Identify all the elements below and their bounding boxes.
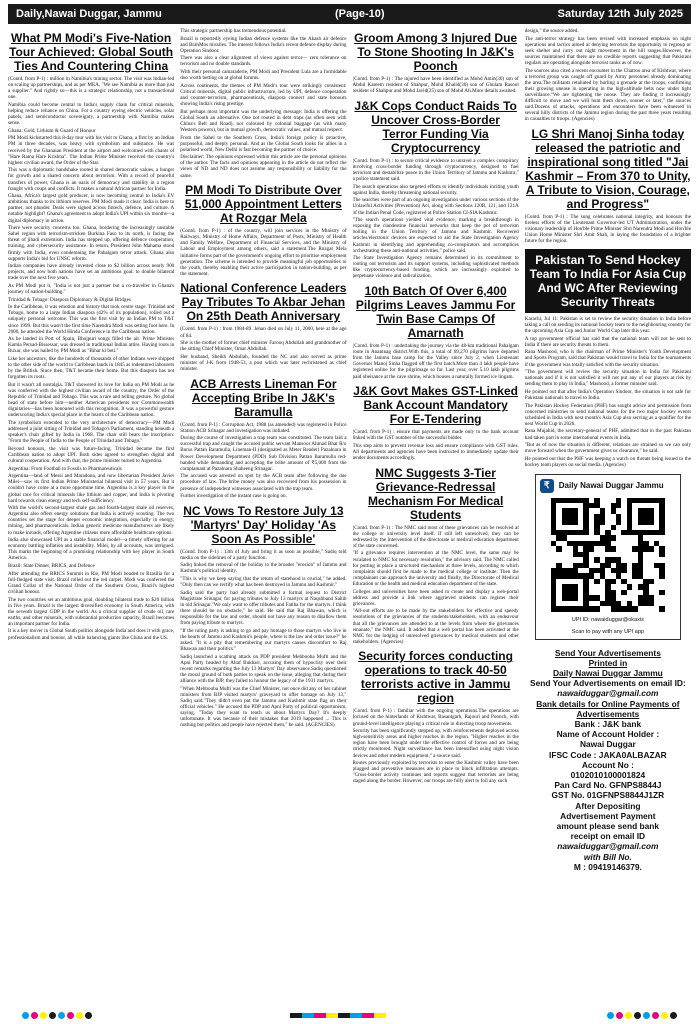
article-paragraph: (Contd. from P-1) : The injured have been identified as Mohd Amin(30) son of Abdul Kareem resident of Shahpur, Mohd Khalid(30) son of Ghulam Rasool resident of Shahpur and Mohd Javid(25) son of Mohd Ali.More details awaited. — [352, 76, 519, 95]
registration-dot — [22, 1012, 29, 1019]
article-paragraph: Sadiq launched a scathing attack on PDP president Mehbooba Mufti and the Apni Party headed by Altaf Bukhari, accusing them of hypocrisy over their recent remarks regarding the July 13 Martyrs' Day observance.Sadiq questioned the moral ground of both parties to speak on the issue, alleging that during their alliance with the BJP, they failed to honour the legacy of the 1931 martyrs. — [180, 653, 347, 685]
article-paragraph: "But as of now the situation is different, relations are strained so we can only move forward when the government gives us clearance," he said. — [524, 442, 691, 455]
registration-dot — [31, 1012, 38, 1019]
color-bar-swatch — [314, 1013, 326, 1018]
article-paragraph: PM Modi kickstarted this 8-day tour with his visit to Ghana, a first by an Indian PM in three decades, was heavy with symbolism and substance. He was received by the Ghanaian President at the airport and welcomed with chants of "Hare Rama Hare Krishna". The Indian Prime Minister received the country's highest civilian award, the Order of the Star. — [8, 135, 175, 166]
article-paragraph: He pointed out that the PHF was keeping a watch on threats being issued to the hockey team players on social media. (Agencies) — [524, 455, 691, 468]
upi-logo-icon: ₹ — [540, 479, 554, 493]
article-paragraph: A top government official has said that the national team will not be sent to India if there are security threats to them. — [524, 335, 691, 348]
article-paragraph: Sadiq linked the removal of the holiday to the broader "erosion" of Jammu and Kashmir's political identity. — [180, 562, 347, 575]
article-paragraph: After attending the BRICS Summit in Rio, PM Modi headed to Brasilia for a full-fledged state visit. Brazil rolled out the red carpet. Modi was conferred the Grand Collar of the National Order of the Southern Cross, Brazil's highest civilian honour. — [8, 570, 175, 595]
ad-line: Bank : J&K bank — [574, 718, 642, 729]
ad-line: Name of Account Holder : — [556, 729, 660, 740]
article-paragraph: Brazil: State Dinner, BRICS, and Defence — [8, 563, 95, 570]
ad-line: IFSC Code : JAKA0ALBAZAR — [549, 749, 667, 760]
column-3 — [353, 28, 519, 1010]
column-4 — [525, 28, 691, 1010]
ad-line: Send Your Advertisements — [554, 647, 661, 658]
article-paragraph: Routes previously exploited by terrorists to enter the Kashmir valley have been plugged and preventive measures are in place to block infiltration attempts. "Cross-border activity continues and reports suggest that terrorists are being staged along the border. However, our troops are fully alert to foil any such — [352, 760, 519, 785]
column-2 — [180, 28, 346, 1010]
article-paragraph: "If the ruling party is asking to go and pay homage to those martyrs who live in the hearts of Jammu and Kashmir's people, where is the law and order issue?" he asked. "It is a pity that remembering our martyrs causes discomfort to Raj Bhawan and their politics." — [180, 627, 347, 653]
ad-line: Bank details for Online Payments of Advertisements — [536, 698, 680, 719]
page-header — [8, 4, 691, 24]
ad-line: Printed in — [588, 657, 628, 668]
article-paragraph: Rana Mujahid, the secretary-general of PHF, admitted that in the past Pakistan had taken part in some international events in India. — [524, 428, 691, 441]
article-paragraph: (Contd. from P-1) : familiar with the ongoing operations.The operations are focused on the hinterlands of Kishtwar, Basantgarh, Rajouri and Poonch, with ground-level intelligence playing a critical role in directing troop movements. — [352, 708, 519, 727]
article-paragraph: The two countries set an ambitious goal, doubling bilateral trade to $20 billion in five years. Brazil is the largest diversified economy in South America, with the seventh largest GDP in the world. As a critical supplier of crude oil, rare earths, and other minerals, with substantial production capacity, Brazil becomes an important partner for India. — [8, 596, 175, 627]
qr-header — [540, 479, 664, 493]
article-paragraph: The Pakistan Hockey Federation (PHF) has sought advice and permission from concerned ministries to send national teams for the two major hockey events scheduled in India with next month's Asia Cup also serving as a qualifier for the next World Cup in 2026. — [524, 402, 691, 427]
ad-line: 0102010100001824 — [570, 769, 646, 780]
article-paragraph: Further investigation of the instant case is going on. — [180, 493, 287, 500]
ad-line: M : 09419146379. — [573, 861, 642, 872]
registration-dot — [76, 1012, 83, 1019]
headline-amarnath: 10th Batch Of Over 6,400 Pilgrims Leaves Jammu For Twin Base Camps Of Amarnath — [355, 284, 516, 341]
article-paragraph: Her husband, Sheikh Abdullah, founded the NC and also served as prime minister of J-K from 1948-53, a post which was later rechristened as chief minister. — [180, 353, 347, 372]
article-paragraph: (Contd. from P-1) : to secure critical evidence to unravel a complex conspiracy involving cross-border funding through cryptocurrency, designed to fuel terrorism and destabilize peace in the Union Territory of Jammu and Kashmir," a police statement said. — [352, 157, 519, 183]
article-paragraph: (Contd. from P-1) : million in Namibia's mining sector. The visit was Indian-led on scaling up partnerships, and as per MEA, "We see Namibia as more than just a supplier." And rightly so—this is a strategic relationship, not a transactional one. — [8, 76, 175, 101]
color-bar-swatch — [350, 1013, 362, 1018]
article-paragraph: Like her ancestors, like the hundreds of thousands of other Indians were shipped to the other side of the world to Caribbean lands in 1845 as indentured labourers by the British. Since then, T&T became their home. But this diaspora has not forgotten its roots. — [8, 356, 175, 381]
ad-line: After Depositing — [575, 800, 641, 811]
article-paragraph: With the world's second-largest shale gas and fourth-largest shale oil reserves, Argentina also offers energy solutions that India is actively scouting. The two countries set the stage for deeper economic integration, especially in energy, mining, and pharmaceuticals. Indian generic medicine manufacturers are likely to make inroads, offering Argentine citizens more affordable healthcare options. — [8, 505, 175, 536]
color-bar-swatch — [326, 1013, 338, 1018]
article-paragraph: Argentina: From Football to Fossils to Pharmaceuticals — [8, 465, 122, 472]
article-paragraph: "If a grievance requires intervention at the NMC level, the same may be escalated to NMC for necessary resolution," the advisory said. The NMC called for putting in place a structured mechanism at three levels, according to which complaints should first be made to the medical college or institute. Then the complainant can approach the university and finally, the Directorate of Medical Education or the health and medical education department of the state. — [352, 550, 519, 587]
article-paragraph: The searches were part of an ongoing investigation under various sections of the Unlawful Activities (Prevention) Act, along with Sections 120B, 121, and 121A of the Indian Penal Code, registered at Police Station CI-SIA Kashmir. — [352, 197, 519, 216]
ad-line: Advertisement Payment — [560, 810, 656, 821]
ad-line: receipt on email ID — [570, 831, 646, 842]
article-paragraph: Rana Mashood, who is the chairman of Prime Minister's Youth Development and Sports Program, said that Pakistan would travel to India for the tournaments if the government was totally satisfied with the security situation. — [524, 349, 691, 368]
article-paragraph: The sources also cited a recent encounter in the Chatroo area of Kishtwar, where a terrorist group was caught off guard by Army personnel already dominating the area.The militants retaliated by hurling a grenade at the troops, confirming their growing unease in operating in the high-altitude belts now under tight surveillance."We are tightening the noose. They are finding it increasingly difficult to move and we will hunt them down, sooner or later," the sources said.Dozens of attacks, operations and encounters have been witnessed in several hilly districts of the Jammu region during the past three years resulting in casualties to troops. (Agencies) — [524, 67, 691, 123]
registration-dot — [85, 1012, 92, 1019]
registration-dot — [58, 1012, 65, 1019]
article-paragraph: Beyond honours, the visit was future-facing. Trinidad became the first Caribbean nation to adopt UPI. Both sides agreed to strengthen digital and cultural cooperation. And with that, the prime minister turned to Argentina. — [8, 445, 175, 465]
article-paragraph: design," the source added. — [524, 28, 579, 34]
article-paragraph: The State Investigation Agency remains determined in its commitment to rooting out terrorism and its support systems, including sophisticated methods like cryptocurrency-based funding, which are increasingly exploited to perpetuate violence and radicalization. — [352, 255, 519, 280]
headline-nmc: NMC Suggests 3-Tier Grievance-Redressal Mechanism For Medical Students — [367, 465, 504, 522]
color-bar-swatch — [362, 1013, 374, 1018]
article-paragraph: India also showcased UPI as a stable financial model—a timely offering for an economy battling inflation and instability. Milei, by all accounts, was intrigued. This marks the beginning of a promising relationship with key player in South America. — [8, 537, 175, 562]
article-paragraph: (Contd. from P-1) : ensure that payments are made only to the bank account linked with the GST number of the successful bidder. — [352, 429, 519, 442]
article-paragraph: Sadiq said the party had already submitted a formal request to District Magistrate Srinagar, for paying tributes to July 13 martyrs at Naqshband Sahib in old Srinagar."We only want to offer tributes and Fatiha for the martyrs. I think there should be no obstacle," he said. He said that Raj Bhawan, which is responsible for the law and order, should not have any reason to disallow them from paying tribute to martyrs. — [180, 589, 347, 627]
article-paragraph: But it wasn't all nostalgia. T&T showered its love for India on PM Modi as he was conferred with the highest civilian award of the country, the Order of the Republic of Trinidad and Tobago. This was a rare and telling gesture. No global head of state before him—neither American presidents nor Commonwealth dignitaries—has been honoured with this recognition. It was a powerful gesture underscoring India's special place in the hearts of the Caribbean nation. — [8, 381, 175, 419]
headline-pakistan-hockey: Pakistan To Send Hockey Team To India For Asia Cup And WC After Reviewing Security Threats — [525, 249, 691, 313]
article-paragraph: "This is why we keep saying that the return of statehood is crucial," he added. "Only then can we rectify what has been destroyed in Jammu and Kashmir." — [180, 576, 347, 589]
headline-gst-bank: J&K Govt Makes GST-Linked Bank Account Mandatory For E-Tendering — [353, 384, 518, 427]
article-paragraph: It is a key mover in Global South politics alongside India and does it with grace, professionalism and honour, all while balancing giants like China and the US. — [8, 628, 175, 641]
registration-dot — [634, 1012, 641, 1019]
color-bar-swatch — [374, 1013, 386, 1018]
article-paragraph: Colleges and universities have been asked to create and display a web-portal address and provide a link where aggrieved students can register their grievances. — [352, 588, 519, 607]
article-paragraph: The search operations also targeted efforts to identify individuals inciting youth against India, thereby threatening national security. — [352, 183, 519, 196]
article-paragraph: "The search operations yielded vital evidence, marking a breakthrough in exposing the clandestine financial networks that keep the pot of terrorism boiling in the Union Territory of Jammu and Kashmir. Recovered articles/electronic devices are expected to aid the State Investigation Agency Kashmir in identifying and apprehending co-conspirators and accomplices orchestrating these anti-national activities," police said. — [352, 217, 519, 254]
article-paragraph: As PM Modi put it, "India is not just a partner but a co-traveller in Ghana's journey of nation-building." — [8, 283, 175, 296]
article-paragraph: (Contd. from P-1) : Corruption Act, 1988 (as amended) was registered in Police Station ACB Srinagar and investigation was initiated. — [180, 421, 347, 434]
article-paragraph: Trinidad & Tobago: Diaspora Diplomacy & Digital Bridges — [8, 296, 131, 303]
article-paragraph: This step aims to prevent revenue loss and ensure compliance with GST rules. All departments and agencies have been instructed to immediately update their tender documents accordingly. — [352, 442, 519, 461]
ad-line: Pan Card No. GFNPS8844J — [554, 780, 662, 791]
qr-code-icon[interactable] — [549, 496, 667, 614]
headline-martyrs-day: NC Vows To Restore July 13 'Martyrs' Day' Holiday 'As Soon As Possible' — [183, 503, 344, 546]
article-paragraph: This strategic partnership has tremendous potential. — [180, 28, 287, 34]
ad-line: nawaiduggar@gmail.com — [557, 841, 659, 852]
header-left: Daily,Nawai Duggar, Jammu — [16, 8, 162, 20]
headline-security-forces: Security forces conducting operations to track 40-50 terrorists active in Jammu region — [358, 649, 513, 706]
article-paragraph: During the course of investigation a trap team was constituted. The team laid a successful trap and caught the accused public servant Mansoor Ahmad Bhat R/o Burus Pattan Baramulla, Lineman-II (designated as Meter Reader) Pazalnara in Power Development Department (PDD) Sub Division Pattan Baramulla red-handed while demanding and accepting the bribe amount of ₹5,000 from the complainant at Pazalnara Shaheeng Srinagar. — [180, 435, 347, 472]
registration-dot — [67, 1012, 74, 1019]
headline-crypto-raids: J&K Cops Conduct Raids To Uncover Cross-Border Terror Funding Via Cryptocurrency — [354, 98, 517, 155]
article-paragraph: Namibia could become central to India's supply chain for critical minerals, helping reduce reliance on China. For a country eyeing electric vehicles, solar panels, and semiconductor sovereignty, a partnership with Namibia makes sense. — [8, 101, 175, 127]
ad-line: Send Your Advertisements on email ID: — [530, 678, 686, 689]
registration-dot — [661, 1012, 668, 1019]
registration-dot — [607, 1012, 614, 1019]
registration-dot — [652, 1012, 659, 1019]
column-1 — [8, 28, 174, 1010]
article-paragraph: As he landed in Port of Spain, Bhojpuri songs filled the air. Prime Minister Kamla Persad-Bissessar, was dressed in traditional Indian attire. Having roots in Buxar, she was hailed by PM Modi as "Bihar ki beti." — [8, 336, 175, 355]
article-paragraph: Security has been significantly stepped up, with reinforcements deployed across high-sensitivity areas and higher reaches in the region. "Higher reaches in the region have been brought under the effective control of forces and are being strictly monitored. Night surveillance has been intensified using night vision devices and other modern equipment," a source said. — [352, 728, 519, 759]
headline-five-nation-tour: What PM Modi's Five-Nation Tour Achieved: Global South Ties And Countering China — [9, 31, 174, 73]
article-paragraph: There were security concerns too. Ghana, bordering the increasingly unstable Sahel region with terrorism-stricken Burkina Faso to its north, is facing the threat of jihadi extremism. India has stepped up, offering defence cooperation, training, and cybersecurity assistance. In return, President John Mahama stood firmly with India, even condemning the Pahalgam terror attack. Ghana also supports India's bid for UNSC reform. — [8, 225, 175, 262]
ad-line: with Bill No. — [583, 851, 632, 862]
upi-qr-box — [535, 474, 681, 640]
headline-rozgar-mela: PM Modi To Distribute Over 51,000 Appointment Letters At Rozgar Mela — [184, 183, 342, 226]
article-paragraph: Disclaimer: The opinions expressed within this article are the personal opinions of the author. The facts and opinions appearing in the article do not reflect the views of ND and ND does not assume any responsibility or liability for the same. — [180, 154, 347, 179]
headline-jai-kashmir: LG Shri Manoj Sinha today released the patriotic and inspirational song titled "Jai Kashmir – From 370 to Unity, A Tribute to Vision, Courage, and Progress" — [525, 126, 691, 211]
article-paragraph: But perhaps most important was the underlying message: India is offering the Global South an alternative. One not rooted in debt traps (as often seen with China's Belt and Road), nor coloured by colonial baggage (as with many Western powers), but in mutual growth, democratic values, and mutual respect. — [180, 108, 347, 133]
ad-line: Nawai Duggar — [579, 739, 636, 750]
advertisement-info — [525, 648, 691, 872]
ad-line: GST No. 01GFNPS8844J1ZR — [551, 790, 665, 801]
article-paragraph: The accused was arrested on spot by the ACB team after following the due procedure of law. The bribe money was also recovered from his possession in presence of independent witnesses associated with the trap team. — [180, 473, 347, 492]
article-paragraph: Karachi, Jul 11: Pakistan is set to review the security situation in India before taking a call on sending its national hockey team to the neighbouring country for the upcoming Asia Cup and Junior World Cup later this year. — [524, 315, 691, 335]
print-registration-marks — [0, 1011, 699, 1021]
article-paragraph: The anti-terror strategy has been revised with increased emphasis on night operations and tactics aimed at denying terrorists the opportunity to regroup or seek shelter and carry out night movement in the hill ranges.However, the sources maintained that there are no credible reports suggesting that Pakistani regulars are operating alongside terrorist ranks as of now. — [524, 35, 691, 66]
registration-dot — [643, 1012, 650, 1019]
article-paragraph: "All-out efforts are to be made by the stakeholders for effective and speedy resolutions of the grievances of the students/stakeholders, with an endeavour that all the grievances are attended to at the levels from where the grievances emanate," the NMC said. It added that a web portal has been activated at the NMC for the lodging of unresolved grievances by medical students and other stakeholders. (Agencies) — [352, 608, 519, 645]
article-paragraph: This was a diplomatic handshake rooted in shared democratic values, a hunger for growth and a shared concern about terrorism. With a record of peaceful transfers of power, Ghana is an oasis of democracy and stability in a region fraught with coups and conflicts. It makes a natural African partner for India. — [8, 167, 175, 192]
article-paragraph: He pointed out that after India's Operation Sindoor, the situation is not safe for Pakistani nationals to travel to India. — [524, 388, 691, 401]
article-paragraph: (Contd. from P-1) : of the country, will join services in the Ministry of Railways, Ministry of Home Affairs, Department of Posts, Ministry of Health and Family Welfare, Department of Financial Services, and the Ministry of Labour and Employment among others, said a statement.The Rozgar Mela initiative forms part of the government's ongoing effort to prioritise employment generation. The scheme is intended to provide meaningful job opportunities to the youth, thereby enabling their active participation in nation-building, as per the statement. — [180, 228, 347, 277]
article-paragraph: In the Caribbean, it was emotion and history that took centre stage. Trinidad and Tobago, home to a large Indian diaspora (42% of its population), rolled out a uniquely personal welcome. This was the first visit by an Indian PM to T&T since 1999. But this wasn't the first time Narendra Modi was setting foot here. In 2000, he attended the World Hindu Conference in the Caribbean nation. — [8, 304, 175, 335]
color-bar-swatch — [290, 1013, 302, 1018]
article-paragraph: She is the mother of former chief minister Farooq Abdullah and grandmother of the sitting Chief Minister, Omar Abdullah. — [180, 340, 347, 353]
ad-line: amount please send bank — [556, 820, 660, 831]
article-paragraph: With their personal camaraderie, PM Modi and President Lula are a formidable duo worth betting on at global forums. — [180, 69, 347, 82]
ad-line: Account No : — [581, 759, 634, 770]
article-paragraph: (Contd. from P-1) : The song celebrates national integrity, and honours the tireless efforts of the Lieutenant Governor-led UT Administration, under the visionary leadership of Hon'ble Prime Minister Shri Narendra Modi and Hon'ble Union Home Minister Shri Amit Shah, in laying the foundation of a brighter future for the region. — [524, 213, 691, 245]
ad-line: Daily Nawai Duggar Jammu — [552, 667, 663, 678]
article-paragraph: "The government will review the security situation in India for Pakistani nationals and if it is not satisfied it will not put any of our players at risk by sending them to play in India," Mashood, a former minister said. — [524, 369, 691, 388]
article-paragraph: Across continents, the themes of PM Modi's tour were strikingly consistent: Critical minerals, digital public infrastructure, led by UPI, defence cooperation and counter-terrorism, pharmaceuticals, diaspora connect and state honours showing India's rising prestige. — [180, 82, 347, 108]
registration-dot — [49, 1012, 56, 1019]
article-paragraph: Argentina—land of Messi and Maradona, and now libertarian President Javier Milei—saw its first Indian Prime Ministerial bilateral visit in 57 years. But it couldn't have come at a more opportune time. Argentina is a key player in the global race for critical minerals like lithium and copper, and India is pivoting hard towards clean energy and tech self-sufficiency. — [8, 473, 175, 504]
headline-nc-tributes: National Conference Leaders Pay Tributes To Akbar Jehan On 25th Death Anniversary — [180, 281, 347, 324]
color-bar-swatch — [302, 1013, 314, 1018]
article-paragraph: "When Mehbooba Mufti was the Chief Minister, not once did any of her cabinet ministers from BJP visited martyrs' graveyard to offer homage on July 13," Sadiq said."They didn't even put the Jammu and Kashmir state flag on their official vehicles." He accused the PDP and Apni Party of political opportunism, saying, "Today they want to teach us about Martyrs Day? It's deeply unfortunate. It was because of their mistakes that 2019 happened ... This is nothing but politics and people have rejected them," he said. (AGENCIES) — [180, 685, 347, 729]
registration-dot — [625, 1012, 632, 1019]
scan-caption: Scan to pay with any UPI app — [571, 628, 644, 635]
article-paragraph: Ghana, Africa's largest gold producer, is now becoming central to India's EV ambitions thanks to its lithium reserves. PM Modi made it clear: India is here to partner, not plunder. Deals were signed across fintech, defence, and culture. A notable highlight? Ghana's agreement to adopt India's UPI within six months—a digital diplomacy in action. — [8, 193, 175, 224]
upi-id: UPI ID: nawaiduggar@okaxis — [571, 616, 644, 623]
article-paragraph: Ghana: Gold, Lithium & Guard of Honour — [8, 127, 96, 134]
header-date: Saturday 12th July 2025 — [557, 8, 683, 20]
article-paragraph: Brazil is reportedly eyeing Indian defence systems like the Akash air defence and BrahMos missiles. The interest follows India's recent defence display during Operation Sindoor. — [180, 35, 347, 54]
ad-line: nawaiduggar@gmail.com — [557, 688, 659, 699]
color-bar-swatch — [338, 1013, 350, 1018]
article-paragraph: (Contd. from P-1) : from 1984-89. Jehan died on July 11, 2000, here at the age of 84. — [180, 326, 347, 339]
header-page: (Page-10) — [335, 8, 385, 20]
article-paragraph: The symbolism extended to the very architecture of democracy—PM Modi addressed a joint sitting of Trinidad and Tobago's Parliament, standing beneath a speaker's chair gifted by India in 1968. The chair still bears the inscription: "From the People of India to the People of Trinidad and Tobago." — [8, 419, 175, 445]
article-paragraph: (Contd. from P-1) : undertaking the journey via the 48-km traditional Pahalgam route in Anantnag district.With this, a total of 69,270 pilgrims have departed from the Jammu base camp for the Valley since July 2, when Lieutenant Governor Manoj Sinha flagged off the first batch.More than 4 lakh people have registered online for the pilgrimage so far. Last year, over 5.10 lakh pilgrims paid obeisance at the cave shrine, which houses a naturally formed ice lingam. — [352, 343, 519, 380]
article-paragraph: (Contd. from P-1) : 13th of July and bring it as soon as possible," Sadiq told media on the sidelines of a party function. — [180, 548, 347, 561]
qr-title: Daily Nawai Duggar Jammu — [558, 481, 664, 491]
headline-poonch: Groom Among 3 Injured Due To Stone Shooting In J&K's Poonch — [354, 31, 518, 73]
article-paragraph: From the Sahel to the Southern Cross, India's foreign policy is proactive, purposeful, and deeply personal. And as the Global South looks for allies in a polarised world, New Delhi is fast becoming the partner of choice. — [180, 134, 347, 153]
registration-dot — [670, 1012, 677, 1019]
article-paragraph: There was also a clear alignment of views against terror— zero tolerance on terrorism and no double standards. — [180, 55, 347, 68]
registration-dot — [40, 1012, 47, 1019]
headline-acb-arrests: ACB Arrests Lineman For Accepting Bribe In J&K's Baramulla — [190, 376, 337, 419]
article-paragraph: (Contd. from P-1) : The NMC said most of these grievances can be resolved at the college or university level itself. If still left unresolved, they can be redressed by the intervention of the directorate or medical education department of the state concerned. — [352, 524, 519, 549]
registration-dot — [616, 1012, 623, 1019]
article-paragraph: Indian companies have already invested close to $2 billion across nearly 900 projects, and now both nations have set an ambitious goal: to double bilateral trade over the next five years. — [8, 263, 175, 282]
